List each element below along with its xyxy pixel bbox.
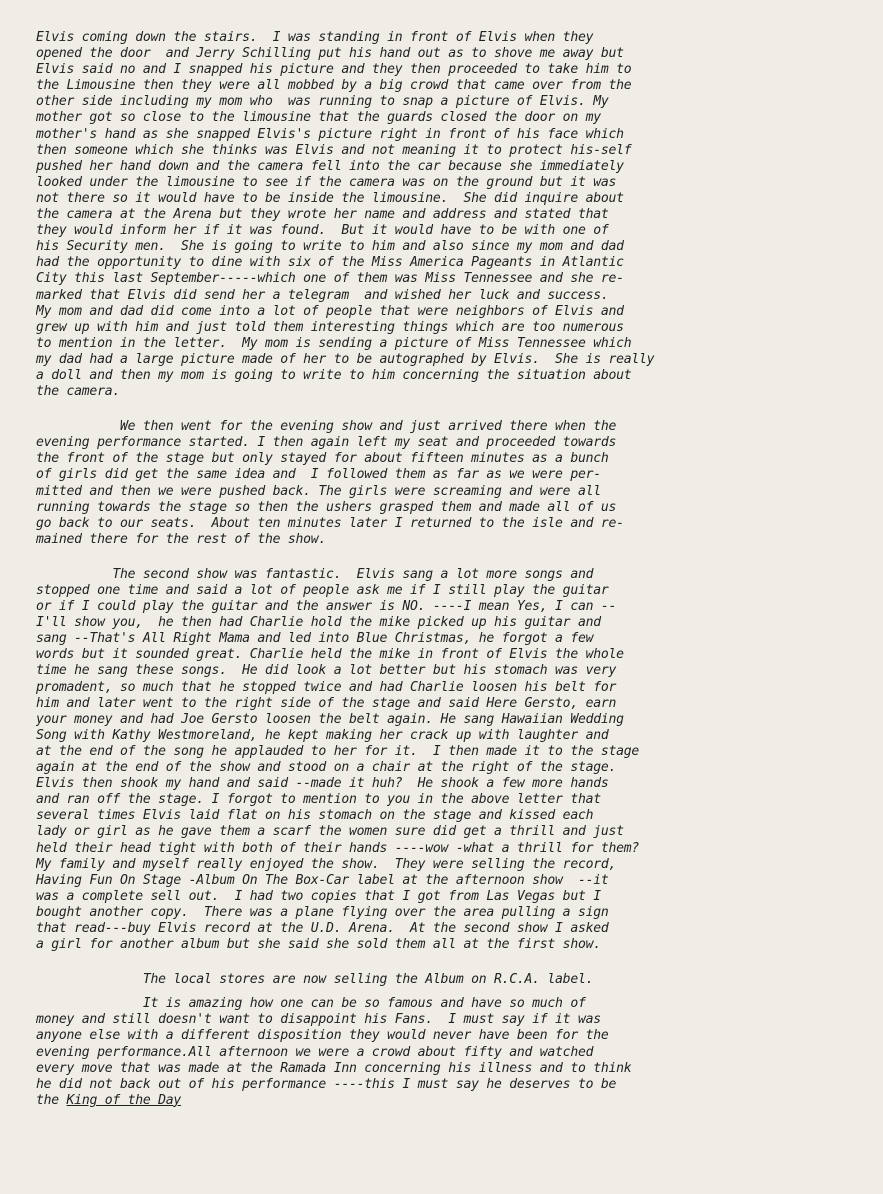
text-line: bought another copy. There was a plane flying over the area pulling a sign [36,904,609,920]
paragraph-gap [36,548,853,567]
text-line: go back to our seats. About ten minutes later I returned to the isle and re- [36,515,624,531]
text-line: time he sang these songs. He did look a lot better but his stomach was very [36,663,617,679]
paragraph-closing [36,996,853,1109]
paragraph-gap [36,988,853,996]
text-line: opened the door and Jerry Schilling put his hand out as to shove me away but [36,46,624,62]
text-line: a girl for another album but she said she sold them all at the first show. [36,937,601,953]
paragraph-local-stores [36,972,853,988]
text-line: mitted and then we were pushed back. The girls were screaming and were all [36,483,601,499]
text-line: My mom and dad did come into a lot of people that were neighbors of Elvis and [36,303,624,319]
closing-prefix: the [36,1092,67,1108]
text-line: several times Elvis laid flat on his stomach on the stage and kissed each [36,808,594,824]
text-line: held their head tight with both of their hands ----wow -what a thrill for them? [36,840,640,856]
text-line: not there so it would have to be inside the limousine. She did inquire about [36,190,624,206]
text-line: words but it sounded great. Charlie held the mike in front of Elvis the whole [36,647,624,663]
paragraph-second-show [36,567,853,953]
text-line: marked that Elvis did send her a telegram and wished her luck and success. [36,287,609,303]
text-line: a doll and then my mom is going to write to him concerning the situation about [36,367,632,383]
text-line: the front of the stage but only stayed for about fifteen minutes as a bunch [36,451,609,467]
text-line: other side including my mom who was running to snap a picture of Elvis. My [36,94,609,110]
text-line: running towards the stage so then the ushers grasped them and made all of us [36,499,617,515]
text-line: lady or girl as he gave them a scarf the women sure did get a thrill and just [36,824,624,840]
text-line: City this last September-----which one of them was Miss Tennessee and she re- [36,271,624,287]
text-line: It is amazing how one can be so famous and have so much of [36,996,586,1012]
text-line: the Limousine then they were all mobbed by a big crowd that came over from the [36,78,632,94]
text-line: stopped one time and said a lot of people ask me if I still play the guitar [36,583,609,598]
paragraph-camera-story [36,30,853,400]
text-line: that read---buy Elvis record at the U.D. Arena. At the second show I asked [36,920,609,936]
text-line: evening performance.All afternoon we were a crowd about fifty and watched [36,1044,594,1060]
text-line: mained there for the rest of the show. [36,531,327,547]
text-line: of girls did get the same idea and I followed them as far as we were per- [36,467,601,483]
text-line: at the end of the song he applauded to her for it. I then made it to the stage [36,743,640,759]
text-line: We then went for the evening show and just arrived there when the [36,419,617,435]
text-line: every move that was made at the Ramada Inn concerning his illness and to think [36,1060,632,1076]
text-line: or if I could play the guitar and the answer is NO. ----I mean Yes, I can -- [36,599,617,615]
text-line: mother's hand as she snapped Elvis's picture right in front of his face which [36,126,624,142]
text-line: looked under the limousine to see if the camera was on the ground but it was [36,174,617,190]
text-line: grew up with him and just told them interesting things which are too numerous [36,319,624,335]
text-line: promadent, so much that he stopped twice and had Charlie loosen his belt for [36,679,617,695]
paragraph-evening-show [36,419,853,548]
text-line: I'll show you, he then had Charlie hold the mike picked up his guitar and [36,615,601,631]
text-line: My family and myself really enjoyed the show. They were selling the record, [36,856,617,872]
text-line: anyone else with a different disposition they would never have been for the [36,1028,609,1044]
text-line: was a complete sell out. I had two copies that I got from Las Vegas but I [36,888,601,904]
text-line: his Security men. She is going to write to him and also since my mom and dad [36,239,624,255]
text-line: Having Fun On Stage -Album On The Box-Car label at the afternoon show --it [36,872,609,888]
text-line: to mention in the letter. My mom is sending a picture of Miss Tennessee which [36,335,632,351]
king-of-the-day-underlined: King of the Day [66,1092,182,1108]
text-line: The local stores are now selling the Album on R.C.A. label. [36,972,594,988]
text-line: Elvis said no and I snapped his picture and they then proceeded to take him to [36,62,632,78]
text-line: Elvis coming down the stairs. I was standing in front of Elvis when they [36,30,594,45]
text-line: The second show was fantastic. Elvis sang a lot more songs and [36,566,594,582]
text-line: then someone which she thinks was Elvis and not meaning it to protect his-self [36,142,632,158]
text-line: my dad had a large picture made of her to be autographed by Elvis. She is really [36,351,655,367]
text-line: the camera at the Arena but they wrote her name and address and stated that [36,207,609,223]
paragraph-gap [36,953,853,972]
text-line: Elvis then shook my hand and said --made it huh? He shook a few more hands [36,776,609,792]
text-line: the camera. [36,384,120,400]
paragraph-gap [36,400,853,419]
text-line: sang --That's All Right Mama and led into Blue Christmas, he forgot a few [36,631,594,647]
text-line: had the opportunity to dine with six of the Miss America Pageants in Atlantic [36,255,624,271]
text-line: him and later went to the right side of the stage and said Here Gersto, earn [36,695,617,711]
text-line: and ran off the stage. I forgot to mention to you in the above letter that [36,792,601,808]
text-line: he did not back out of his performance ----this I must say he deserves to be [36,1076,617,1092]
text-line: evening performance started. I then again left my seat and proceeded towards [36,435,617,451]
text-line: your money and had Joe Gersto loosen the belt again. He sang Hawaiian Wedding [36,711,624,727]
closing-line [36,1093,853,1109]
text-line: Song with Kathy Westmoreland, he kept making her crack up with laughter and [36,727,609,743]
text-line: they would inform her if it was found. But it would have to be with one of [36,223,609,239]
text-line: mother got so close to the limousine that the guards closed the door on my [36,110,601,126]
text-line: money and still doesn't want to disappoint his Fans. I must say if it was [36,1012,601,1028]
text-line: again at the end of the show and stood on a chair at the right of the stage. [36,760,617,776]
text-line: pushed her hand down and the camera fell into the car because she immediately [36,158,624,174]
